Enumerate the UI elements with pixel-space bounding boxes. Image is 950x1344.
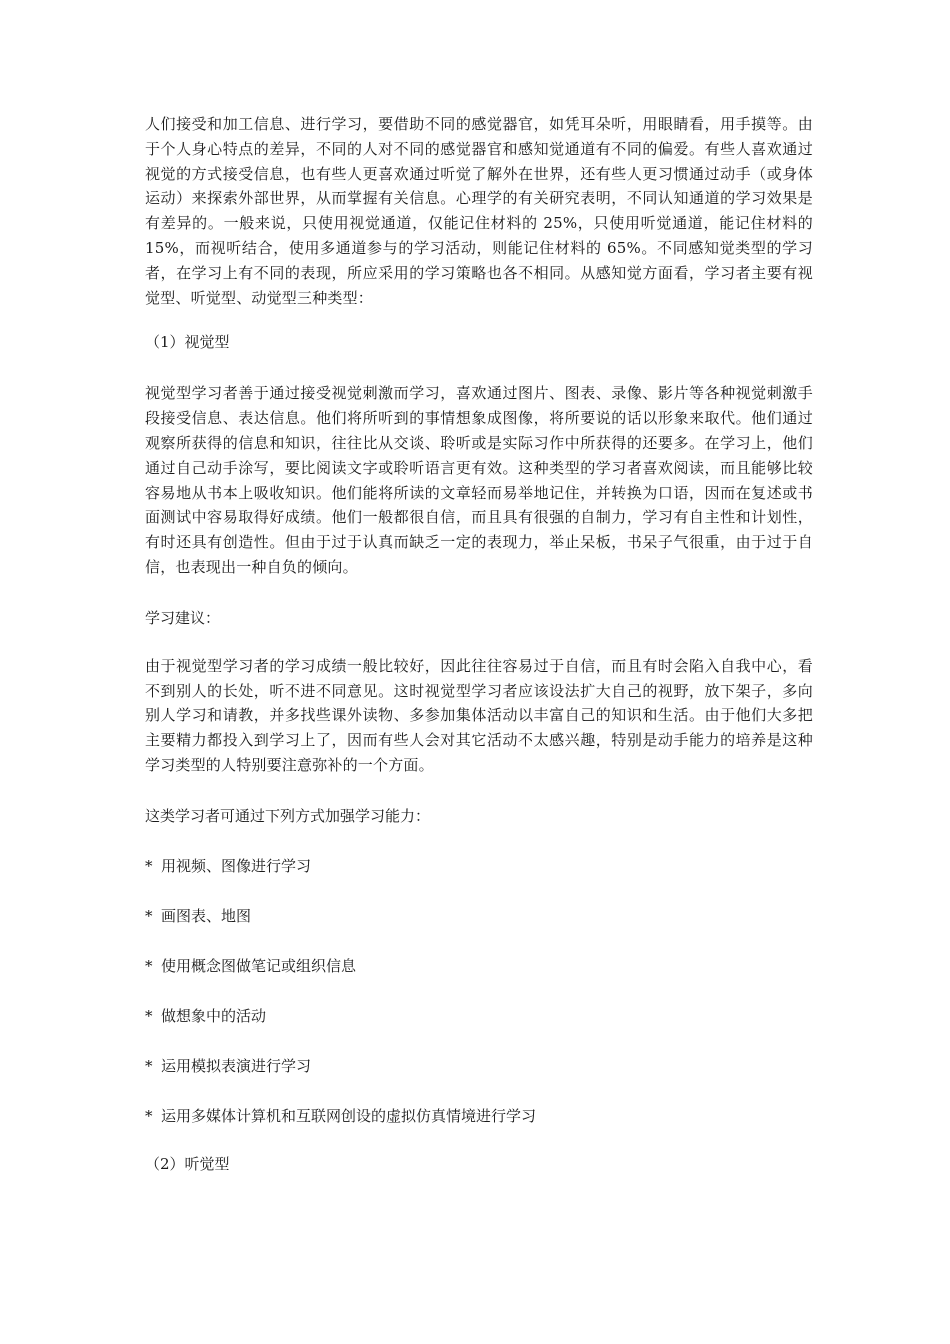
advice-paragraph: 由于视觉型学习者的学习成绩一般比较好，因此往往容易过于自信，而且有时会陷入自我中心，看不到别人的长处，听不进不同意见。这时视觉型学习者应该设法扩大自己的视野，放下架子，多向别人学习和请教，并多找些课外读物、多参加集体活动以丰富自己的知识和生活。由于他们大多把主要精力都投入到学习上了，因而有些人会对其它活动不太感兴趣，特别是动手能力的培养是这种学习类型的人特别要注意弥补的一个方面。 — [145, 656, 813, 774]
methods-list — [145, 854, 813, 1128]
document-page — [145, 112, 813, 1176]
bullet-asterisk: * — [145, 956, 153, 975]
list-item-text: 运用模拟表演进行学习 — [161, 1056, 312, 1075]
list-item-text: 用视频、图像进行学习 — [161, 856, 312, 875]
bullet-asterisk: * — [145, 1006, 153, 1025]
list-item — [145, 1104, 813, 1128]
visual-type-paragraph: 视觉型学习者善于通过接受视觉刺激而学习，喜欢通过图片、图表、录像、影片等各种视觉刺激手段接受信息、表达信息。他们将所听到的事情想象成图像，将所要说的话以形象来取代。他们通过观察所获得的信息和知识，往往比从交谈、聆听或是实际习作中所获得的还要多。在学习上，他们通过自己动手涂写，要比阅读文字或聆听语言更有效。这种类型的学习者喜欢阅读，而且能够比较容易地从书本上吸收知识。他们能将所读的文章轻而易举地记住，并转换为口语，因而在复述或书面测试中容易取得好成绩。他们一般都很自信，而且具有很强的自制力，学习有自主性和计划性，有时还具有创造性。但由于过于认真而缺乏一定的表现力，举止呆板，书呆子气很重，由于过于自信，也表现出一种自负的倾向。 — [145, 384, 813, 576]
intro-paragraph: 人们接受和加工信息、进行学习，要借助不同的感觉器官，如凭耳朵听，用眼睛看，用手摸等。由于个人身心特点的差异，不同的人对不同的感觉器官和感知觉通道有不同的偏爱。有些人喜欢通过视觉的方式接受信息，也有些人更喜欢通过听觉了解外在世界，还有些人更习惯通过动手（或身体运动）来探索外部世界，从而掌握有关信息。心理学的有关研究表明，不同认知通道的学习效果是有差异的。一般来说，只使用视觉通道，仅能记住材料的 25%，只使用听觉通道，能记住材料的 15%，而视听结合，使用多通道参与的学习活动，则能记住材料的 65%。不同感知觉类型的学习者，在学习上有不同的表现，所应采用的学习策略也各不相同。从感知觉方面看，学习者主要有视觉型、听觉型、动觉型三种类型： — [145, 115, 813, 307]
section-heading-auditory: （2）听觉型 — [145, 1154, 230, 1173]
list-item-text: 运用多媒体计算机和互联网创设的虚拟仿真情境进行学习 — [161, 1106, 537, 1125]
methods-intro: 这类学习者可通过下列方式加强学习能力： — [145, 806, 431, 825]
list-item-text: 画图表、地图 — [161, 906, 252, 925]
list-item — [145, 1054, 813, 1078]
list-item-text: 做想象中的活动 — [161, 1006, 267, 1025]
list-item — [145, 854, 813, 878]
list-item — [145, 954, 813, 978]
list-item-text: 使用概念图做笔记或组织信息 — [161, 956, 357, 975]
section-heading-visual: （1）视觉型 — [145, 333, 230, 352]
bullet-asterisk: * — [145, 906, 153, 925]
bullet-asterisk: * — [145, 1106, 153, 1125]
list-item — [145, 1004, 813, 1028]
bullet-asterisk: * — [145, 1056, 153, 1075]
bullet-asterisk: * — [145, 856, 153, 875]
advice-label: 学习建议： — [145, 608, 221, 627]
list-item — [145, 904, 813, 928]
